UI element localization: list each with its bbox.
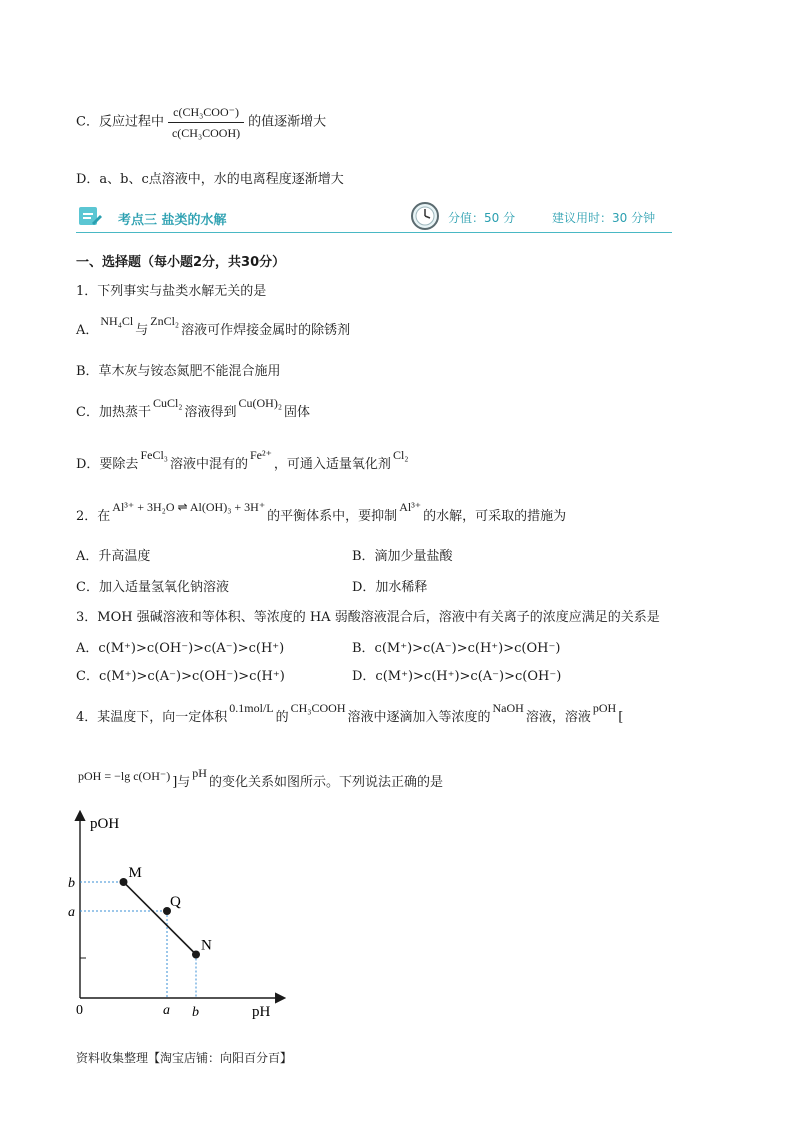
formula-cucl2: CuCl₂ [152,396,183,410]
symbol-ph: pH [192,766,207,780]
point-label: N [201,937,212,954]
topic-suggested-time: 建议用时：30 分钟 [552,211,656,225]
q1-a-text: 溶液可作焊接金属时的除锈剂 [181,323,351,338]
q1-d-text2: ，可通入适量氧化剂 [273,457,391,472]
q1-a-label: A． [76,323,99,338]
option-c-suffix: 的值逐渐增大 [248,114,327,130]
q1-option-c [76,396,311,421]
formula-cuoh2: Cu(OH)₂ [238,396,283,410]
option-d-line: D．a、b、c点溶液中，水的电离程度逐渐增大 [76,172,344,187]
pencil-note-icon [76,203,102,229]
q4-mid1: 的 [275,710,289,725]
footer-source: 资料收集整理【淘宝店铺：向阳百分百】 [76,1051,293,1065]
q2-option-c: C．加入适量氢氧化钠溶液 [76,580,229,595]
ratio-fraction [168,104,244,141]
data-point-n [192,951,200,959]
symbol-poh: pOH [592,701,617,715]
q3-option-a: A．c(M⁺)>c(OH⁻)>c(A⁻)>c(H⁺) [76,641,285,656]
clock-icon [410,201,440,231]
formula-al3: Al³⁺ [399,500,422,514]
topic-header-bar [76,201,672,233]
q1-d-label: D．要除去 [76,457,139,472]
q4-pre: 4．某温度下，向一定体积 [76,710,228,725]
q1-option-d [76,448,410,473]
x-tick-label: a [163,1003,170,1018]
q4-mid3: 溶液，溶液 [525,710,591,725]
data-line [124,882,197,955]
q2-option-d: D．加水稀释 [352,580,428,595]
q1-d-text: 溶液中混有的 [169,457,248,472]
q3-option-c: C．c(M⁺)>c(A⁻)>c(OH⁻)>c(H⁺) [76,669,285,684]
concentration-value: 0.1mol/L [229,701,274,715]
q4-bracket: [ [618,710,624,725]
formula-fe2: Fe²⁺ [249,448,272,462]
x-axis-label: pH [252,1004,271,1020]
q4-l2-post: 的变化关系如图所示。下列说法正确的是 [208,775,443,790]
origin-label: 0 [76,1003,83,1018]
q3-option-b: B．c(M⁺)>c(A⁻)>c(H⁺)>c(OH⁻) [352,641,561,656]
section-heading: 一、选择题（每小题2分，共30分） [76,255,286,270]
formula-nh4cl: NH₄Cl [100,314,134,328]
q4-stem [76,701,624,726]
q3-stem: 3．MOH 强碱溶液和等体积、等浓度的 HA 弱酸溶液混合后，溶液中有关离子的浓度应满足的关系是 [76,610,660,625]
poh-definition: pOH = −lg c(OH⁻) [78,769,171,783]
q2-mid: 的平衡体系中，要抑制 [267,509,398,524]
x-tick-label: b [192,1005,199,1020]
hydrolysis-equation: Al³⁺ + 3H₂O ⇌ Al(OH)₃ + 3H⁺ [112,500,266,514]
poh-ph-chart [62,808,302,1028]
formula-ch3cooh: CH₃COOH [290,701,346,715]
q1-option-b: B．草木灰与铵态氮肥不能混合施用 [76,364,281,379]
q4-mid2: 溶液中逐滴加入等浓度的 [347,710,491,725]
header-divider [76,232,672,233]
fraction-numerator: c(CH₃COO⁻) [173,105,239,119]
formula-naoh: NaOH [492,701,524,715]
data-point-m [120,878,128,886]
formula-fecl3: FeCl₃ [140,448,168,462]
q2-pre: 2．在 [76,509,111,524]
fraction-denominator: c(CH₃COOH) [168,122,244,141]
q1-c-text: 溶液得到 [184,405,237,420]
topic-score: 分值：50 分 [448,211,516,225]
topic-title: 考点三 盐类的水解 [118,213,227,228]
q2-post: 的水解，可采取的措施为 [423,509,567,524]
q2-stem [76,500,567,525]
option-c-line [76,104,326,141]
q1-stem: 1．下列事实与盐类水解无关的是 [76,284,267,299]
q2-option-a: A．升高温度 [76,549,151,564]
formula-cl2: Cl₂ [392,448,409,462]
q1-c-end: 固体 [284,405,311,420]
point-label: M [128,865,142,881]
q4-stem-line2 [76,766,443,791]
q1-a-conj: 与 [135,323,149,338]
y-axis-label: pOH [90,816,120,832]
y-tick-label: b [68,876,75,891]
y-tick-label: a [68,905,75,920]
q3-option-d: D．c(M⁺)>c(H⁺)>c(A⁻)>c(OH⁻) [352,669,562,684]
q1-option-a [76,314,351,339]
option-c-prefix: C．反应过程中 [76,114,164,130]
q1-c-label: C．加热蒸干 [76,405,151,420]
q4-l2-mid: ]与 [172,775,191,790]
point-label: Q [170,894,181,910]
q2-option-b: B．滴加少量盐酸 [352,549,453,564]
formula-zncl2: ZnCl₂ [150,314,180,328]
